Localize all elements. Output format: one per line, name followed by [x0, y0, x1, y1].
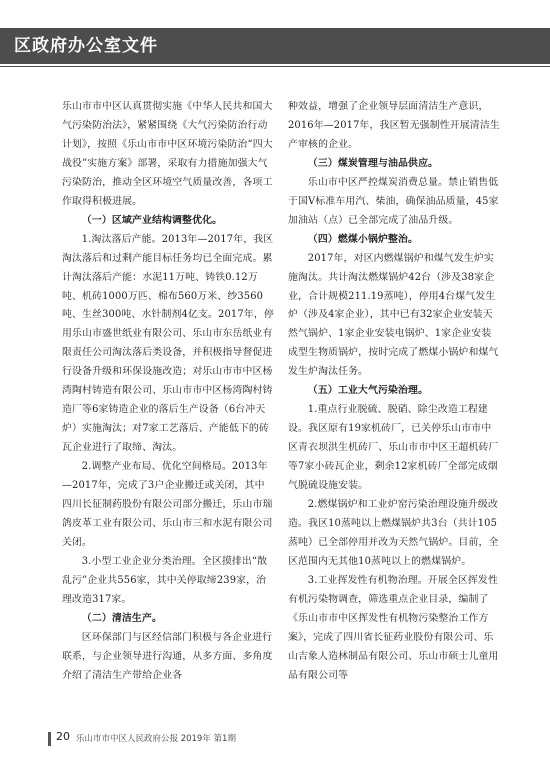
- body-paragraph: 种效益，增强了企业领导层面清洁生产意识，2016年—2017年，我区暂无强制性开展清洁生产审核的企业。: [288, 101, 500, 150]
- section-heading-text: （二）清洁生产。: [81, 612, 162, 624]
- right-column: [288, 98, 500, 686]
- section-heading: [288, 155, 500, 174]
- section-heading: [62, 610, 274, 629]
- header-rule: [0, 66, 550, 67]
- body-paragraph: 乐山市中区严控煤炭消费总量。禁止销售低于国Ⅴ标准车用汽、柴油，确保油品质量，45家加油站（点）已全部完成了油品升级。: [288, 176, 499, 226]
- header-banner: [0, 28, 550, 64]
- section-heading-text: （一）区域产业结构调整优化。: [81, 214, 223, 226]
- header-title: 区政府办公室文件: [14, 36, 158, 56]
- body-paragraph: 3.工业挥发性有机物治理。开展全区挥发性有机污染物调查，筛选重点企业目录，编制了《乐山市市中区挥发性有机物污染整治工作方案》，完成了四川省长征药业股份有限公司、乐山吉象人造林制品有限公司、乐山市硕士儿童用品有限公司等: [288, 574, 499, 681]
- body-paragraph: 1.淘汰落后产能。2013年—2017年，我区淘汰落后和过剩产能目标任务均已全面完成。累计淘汰落后产能：水泥11万吨、铸铁0.12万吨、机砖1000万匹、棉布560万米、纱3560吨、生丝300吨、水针制剂4亿支。2017年，停用乐山市盛世纸业有限公司、乐山市东岳纸业有限责任公司淘汰落后类设备，并积极指导督促进行设备升级和环保设施改造；对乐山市市中区杨湾陶村铸造有限公司、乐山市市中区杨湾陶村铸造厂等6家铸造企业的落后生产设备（6台冲天炉）实施淘汰；对7家工艺落后、产能低下的砖瓦企业进行了取缔、淘汰。: [62, 233, 274, 454]
- section-heading: [288, 231, 500, 250]
- body-paragraph: 2.调整产业布局、优化空间格局。2013年—2017年，完成了3户企业搬迁或关闭，其中四川长征制药股份有限公司部分搬迁，乐山市瑞鸽皮革工业有限公司、乐山市三和水泥有限公司关闭。: [62, 461, 273, 548]
- section-heading-text: （三）煤炭管理与油品供应。: [307, 157, 439, 169]
- page-number: 20: [56, 730, 70, 743]
- section-heading-text: （四）燃煤小锅炉整治。: [307, 233, 419, 245]
- body-paragraph: 1.重点行业脱硫、脱硝、除尘改造工程建设。我区原有19家机砖厂，已关停乐山市市中区青衣坝洪生机砖厂、乐山市市中区王超机砖厂等7家小砖瓦企业，剩余12家机砖厂全部完成烟气脱硫设施安装。: [288, 404, 499, 492]
- left-column: [62, 98, 274, 686]
- publication-title: 乐山市市中区人民政府公报 2019年 第1期: [76, 734, 236, 744]
- body-paragraph: 2.燃煤锅炉和工业炉窑污染治理设施升级改造。我区10蒸吨以上燃煤锅炉共3台（共计105蒸吨）已全部停用并改为天然气锅炉。目前，全区范围内无其他10蒸吨以上的燃煤锅炉。: [288, 499, 499, 567]
- body-paragraph: 3.小型工业企业分类治理。全区摸排出“散乱污”企业共556家，其中关停取缔239家，治理改造317家。: [62, 555, 268, 605]
- footer-marker: [48, 732, 51, 746]
- body-paragraph: 2017年，对区内燃煤锅炉和煤气发生炉实施淘汰。共计淘汰燃煤锅炉42台（涉及38家企业，合计规模211.19蒸吨），停用4台煤气发生炉（涉及4家企业），其中已有32家企业安装天然气锅炉、1家企业安装电锅炉、1家企业安装成型生物质锅炉，按时完成了燃煤小锅炉和煤气发生炉淘汰任务。: [288, 252, 499, 378]
- section-heading: [288, 382, 500, 401]
- body-paragraph: 区环保部门与区经信部门积极与各企业进行联系，与企业领导进行沟通，从多方面、多角度介绍了清洁生产带给企业各: [62, 631, 273, 681]
- section-heading-text: （五）工业大气污染治理。: [307, 385, 429, 397]
- body-paragraph: 乐山市市中区认真贯彻实施《中华人民共和国大气污染防治法》，紧紧围绕《大气污染防治行动计划》，按照《乐山市市中区环境污染防治“四大战役”实施方案》部署，采取有力措施加强大气污染防治，推动全区环境空气质量改善，各项工作取得积极进展。: [62, 101, 273, 207]
- section-heading: [62, 212, 274, 231]
